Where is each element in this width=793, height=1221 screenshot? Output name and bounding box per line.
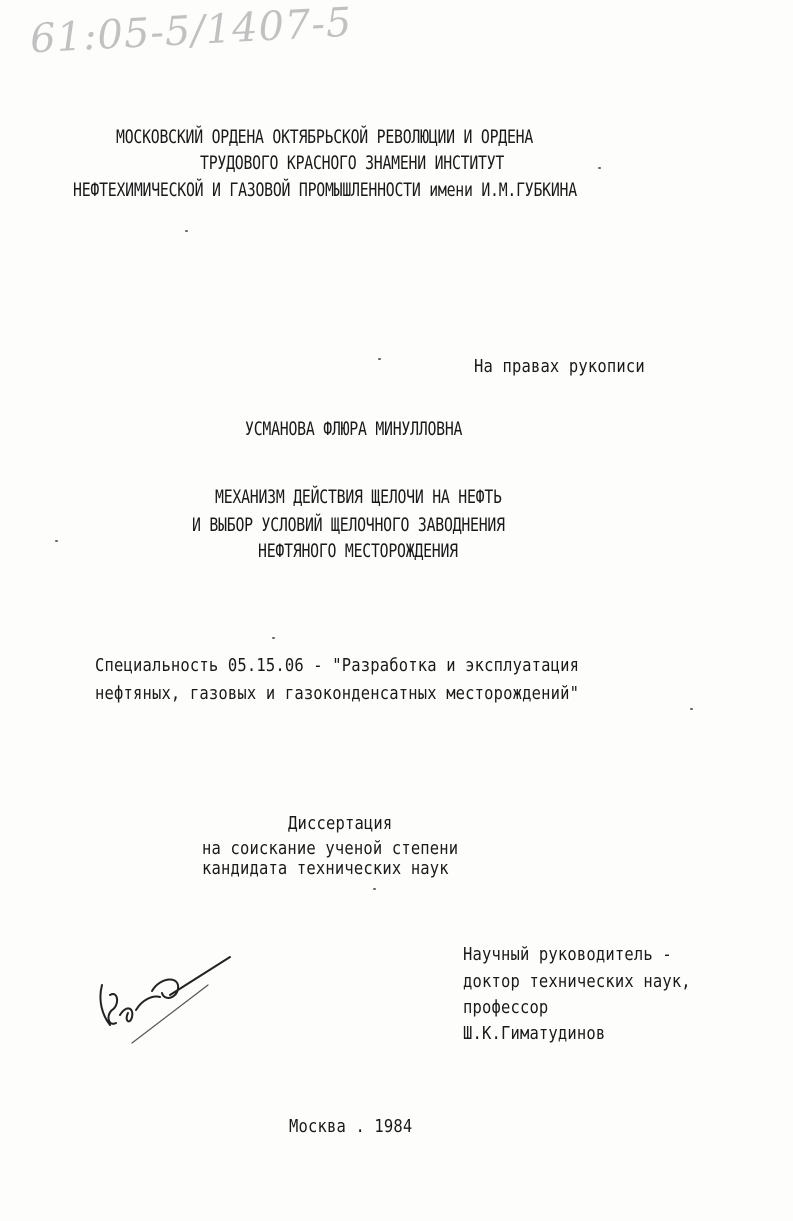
author-name: УСМАНОВА ФЛЮРА МИНУЛЛОВНА: [245, 418, 463, 440]
institution-line-1: МОСКОВСКИЙ ОРДЕНА ОКТЯБРЬСКОЙ РЕВОЛЮЦИИ И ОРДЕНА: [116, 126, 534, 148]
manuscript-rights-note: На правах рукописи: [474, 356, 645, 377]
degree-line-2: кандидата технических наук: [202, 858, 449, 879]
archive-number-handwritten: 61:05-5/1407-5: [29, 0, 354, 63]
supervisor-line-3: профессор: [463, 997, 549, 1018]
degree-line-1: на соискание ученой степени: [202, 838, 459, 859]
handwritten-signature: [90, 955, 240, 1045]
city-year-footer: Москва . 1984: [289, 1116, 413, 1137]
scan-speck: [272, 637, 275, 639]
scan-speck: [55, 540, 58, 542]
thesis-title-line-1: МЕХАНИЗМ ДЕЙСТВИЯ ЩЕЛОЧИ НА НЕФТЬ: [215, 486, 502, 508]
scan-speck: [185, 230, 188, 232]
supervisor-line-1: Научный руководитель -: [463, 944, 672, 965]
supervisor-line-2: доктор технических наук,: [463, 971, 691, 992]
scan-speck: [690, 708, 693, 710]
institution-line-2: ТРУДОВОГО КРАСНОГО ЗНАМЕНИ ИНСТИТУТ: [200, 152, 505, 174]
thesis-title-line-2: И ВЫБОР УСЛОВИЙ ЩЕЛОЧНОГО ЗАВОДНЕНИЯ: [192, 514, 505, 536]
specialty-line-1: Специальность 05.15.06 - "Разработка и эксплуатация: [95, 655, 580, 676]
scan-speck: [373, 888, 376, 890]
scan-speck: [598, 167, 601, 169]
dissertation-label: Диссертация: [288, 813, 393, 834]
institution-line-3: НЕФТЕХИМИЧЕСКОЙ И ГАЗОВОЙ ПРОМЫШЛЕННОСТИ имени И.М.ГУБКИНА: [73, 179, 577, 201]
specialty-line-2: нефтяных, газовых и газоконденсатных месторождений": [95, 683, 580, 704]
thesis-title-line-3: НЕФТЯНОГО МЕСТОРОЖДЕНИЯ: [258, 540, 458, 562]
supervisor-name: Ш.К.Гиматудинов: [463, 1023, 606, 1044]
scan-speck: [378, 358, 381, 360]
